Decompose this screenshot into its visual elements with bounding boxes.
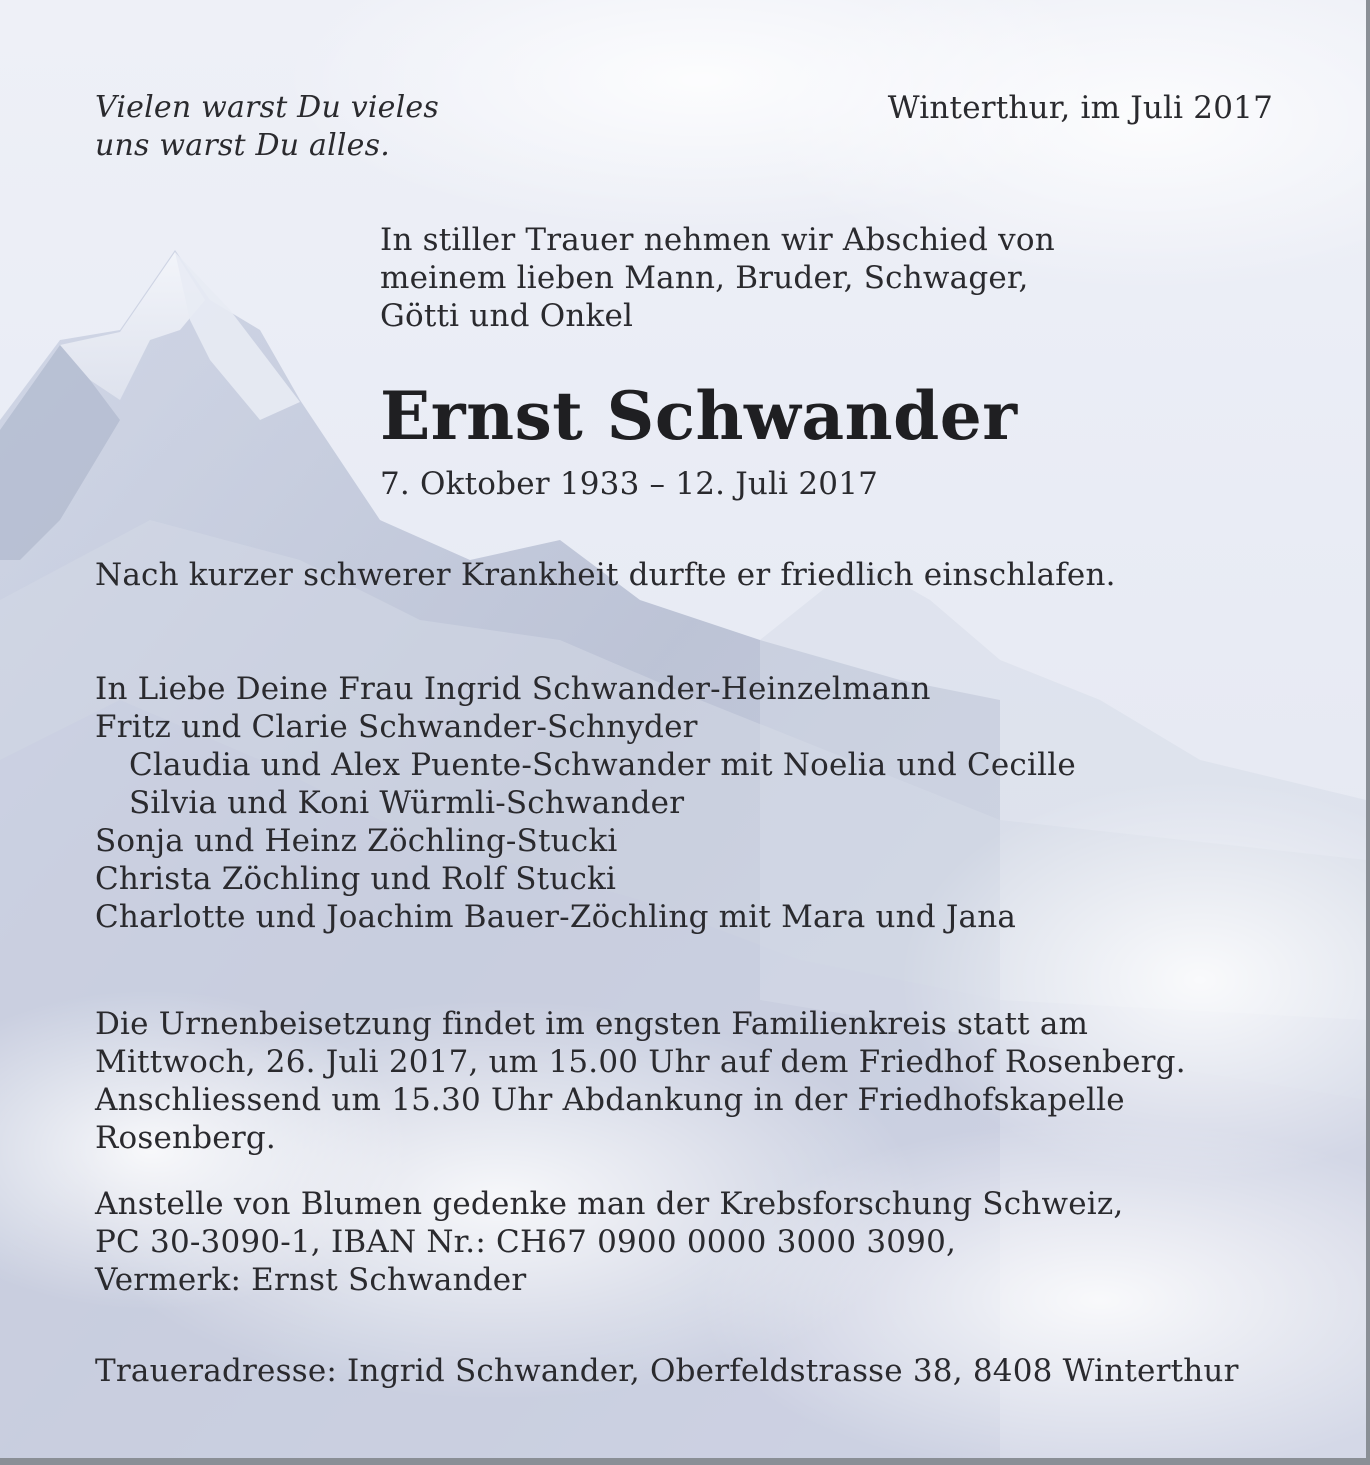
place-date: Winterthur, im Juli 2017 bbox=[887, 90, 1273, 126]
mourner-line: In Liebe Deine Frau Ingrid Schwander-Heinzelmann bbox=[95, 671, 931, 707]
motto bbox=[95, 89, 439, 165]
intro-line: In stiller Trauer nehmen wir Abschied von bbox=[380, 222, 1055, 258]
life-dates: 7. Oktober 1933 – 12. Juli 2017 bbox=[380, 466, 879, 502]
motto-line: Vielen warst Du vieles bbox=[95, 90, 439, 125]
mourners-list bbox=[95, 670, 1076, 936]
funeral-line: Mittwoch, 26. Juli 2017, um 15.00 Uhr auf dem Friedhof Rosenberg. bbox=[95, 1044, 1186, 1080]
motto-line: uns warst Du alles. bbox=[95, 128, 390, 163]
funeral-line: Die Urnenbeisetzung findet im engsten Familienkreis statt am bbox=[95, 1006, 1089, 1042]
passing-note: Nach kurzer schwerer Krankheit durfte er friedlich einschlafen. bbox=[95, 557, 1116, 593]
mourner-line: Charlotte und Joachim Bauer-Zöchling mit Mara und Jana bbox=[95, 899, 1017, 935]
funeral-info bbox=[95, 1005, 1186, 1157]
donation-line: PC 30-3090-1, IBAN Nr.: CH67 0900 0000 3000 3090, bbox=[95, 1224, 957, 1260]
intro-text bbox=[380, 221, 1055, 335]
donation-line: Vermerk: Ernst Schwander bbox=[95, 1262, 527, 1298]
donation-info bbox=[95, 1185, 1123, 1299]
mourner-line: Silvia und Koni Würmli-Schwander bbox=[129, 785, 685, 821]
donation-line: Anstelle von Blumen gedenke man der Krebsforschung Schweiz, bbox=[95, 1186, 1124, 1222]
intro-line: meinem lieben Mann, Bruder, Schwager, bbox=[380, 260, 1029, 296]
funeral-line: Anschliessend um 15.30 Uhr Abdankung in der Friedhofskapelle bbox=[95, 1082, 1125, 1118]
mourner-line: Sonja und Heinz Zöchling-Stucki bbox=[95, 823, 618, 859]
deceased-name: Ernst Schwander bbox=[380, 377, 1018, 455]
intro-line: Götti und Onkel bbox=[380, 298, 634, 334]
mourner-line: Christa Zöchling und Rolf Stucki bbox=[95, 861, 617, 897]
funeral-line: Rosenberg. bbox=[95, 1120, 276, 1156]
mourning-address: Traueradresse: Ingrid Schwander, Oberfeldstrasse 38, 8408 Winterthur bbox=[95, 1353, 1239, 1389]
mourner-line: Fritz und Clarie Schwander-Schnyder bbox=[95, 709, 698, 745]
mourner-line: Claudia und Alex Puente-Schwander mit Noelia und Cecille bbox=[129, 747, 1076, 783]
